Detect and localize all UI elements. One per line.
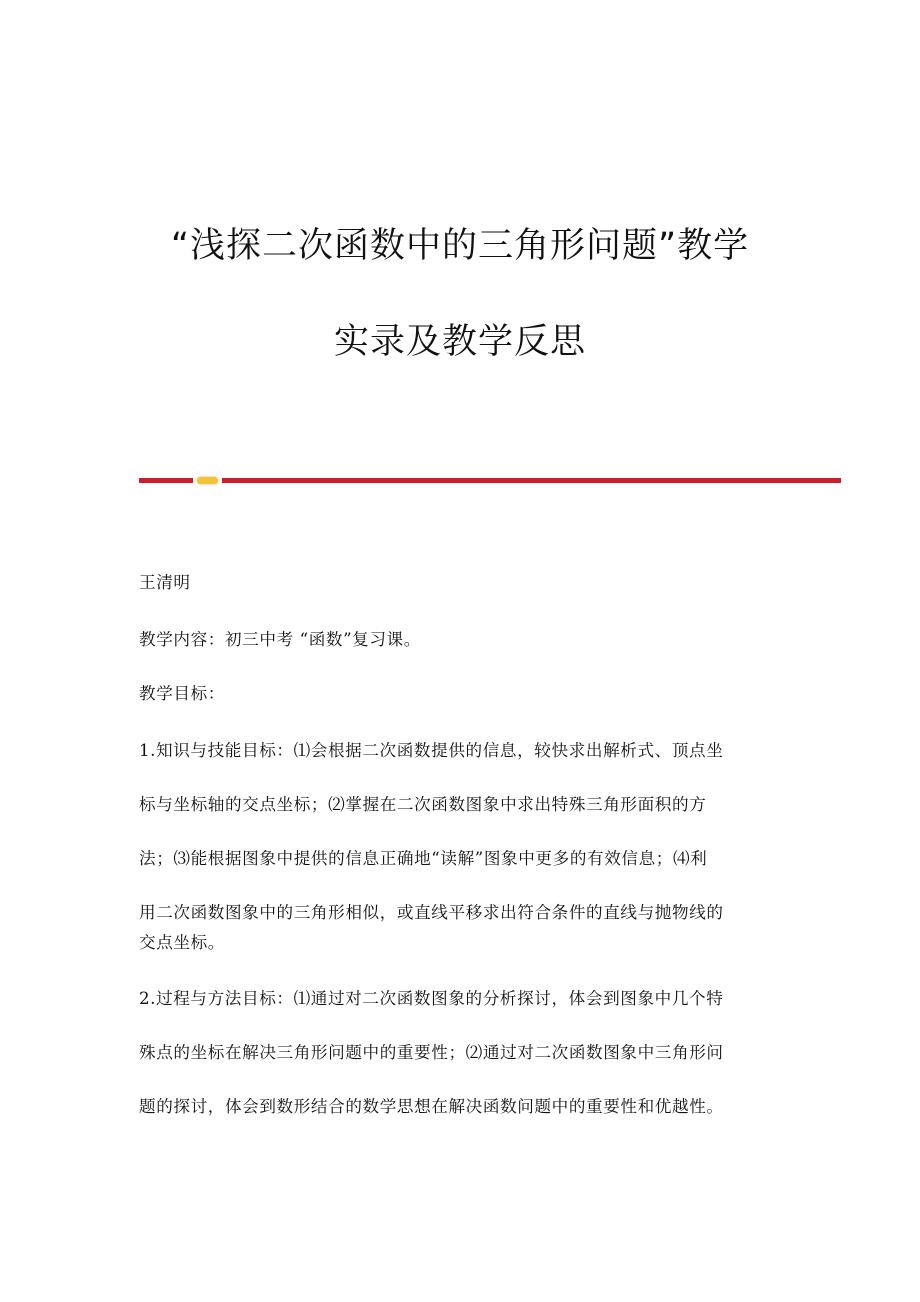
paragraph-line: 殊点的坐标在解决三角形问题中的重要性；⑵通过对二次函数图象中三角形问 (139, 1043, 724, 1062)
document-title-line2: 实录及教学反思 (333, 322, 586, 362)
paragraph-line: 交点坐标。 (139, 933, 225, 952)
paragraph-line: 题的探讨，体会到数形结合的数学思想在解决函数问题中的重要性和优越性。 (139, 1097, 724, 1116)
author: 王清明 (139, 573, 191, 592)
divider-ornament-icon (197, 477, 218, 484)
teaching-content: 教学内容：初三中考 “函数”复习课。 (139, 630, 421, 649)
paragraph-line: 标与坐标轴的交点坐标；⑵掌握在二次函数图象中求出特殊三角形面积的方 (139, 795, 707, 814)
paragraph-line: 1.知识与技能目标：⑴会根据二次函数提供的信息，较快求出解析式、顶点坐 (139, 741, 724, 760)
paragraph-line: 2.过程与方法目标：⑴通过对二次函数图象的分析探讨，体会到图象中几个特 (139, 989, 724, 1008)
paragraph-line: 用二次函数图象中的三角形相似，或直线平移求出符合条件的直线与抛物线的 (139, 903, 724, 922)
document-title-line1: “浅探二次函数中的三角形问题”教学 (170, 226, 750, 266)
title-divider-right (222, 478, 841, 483)
teaching-goals-heading: 教学目标： (139, 684, 225, 703)
paragraph-line: 法；⑶能根据图象中提供的信息正确地“读解”图象中更多的有效信息；⑷利 (139, 849, 708, 868)
title-divider-left (139, 478, 193, 483)
